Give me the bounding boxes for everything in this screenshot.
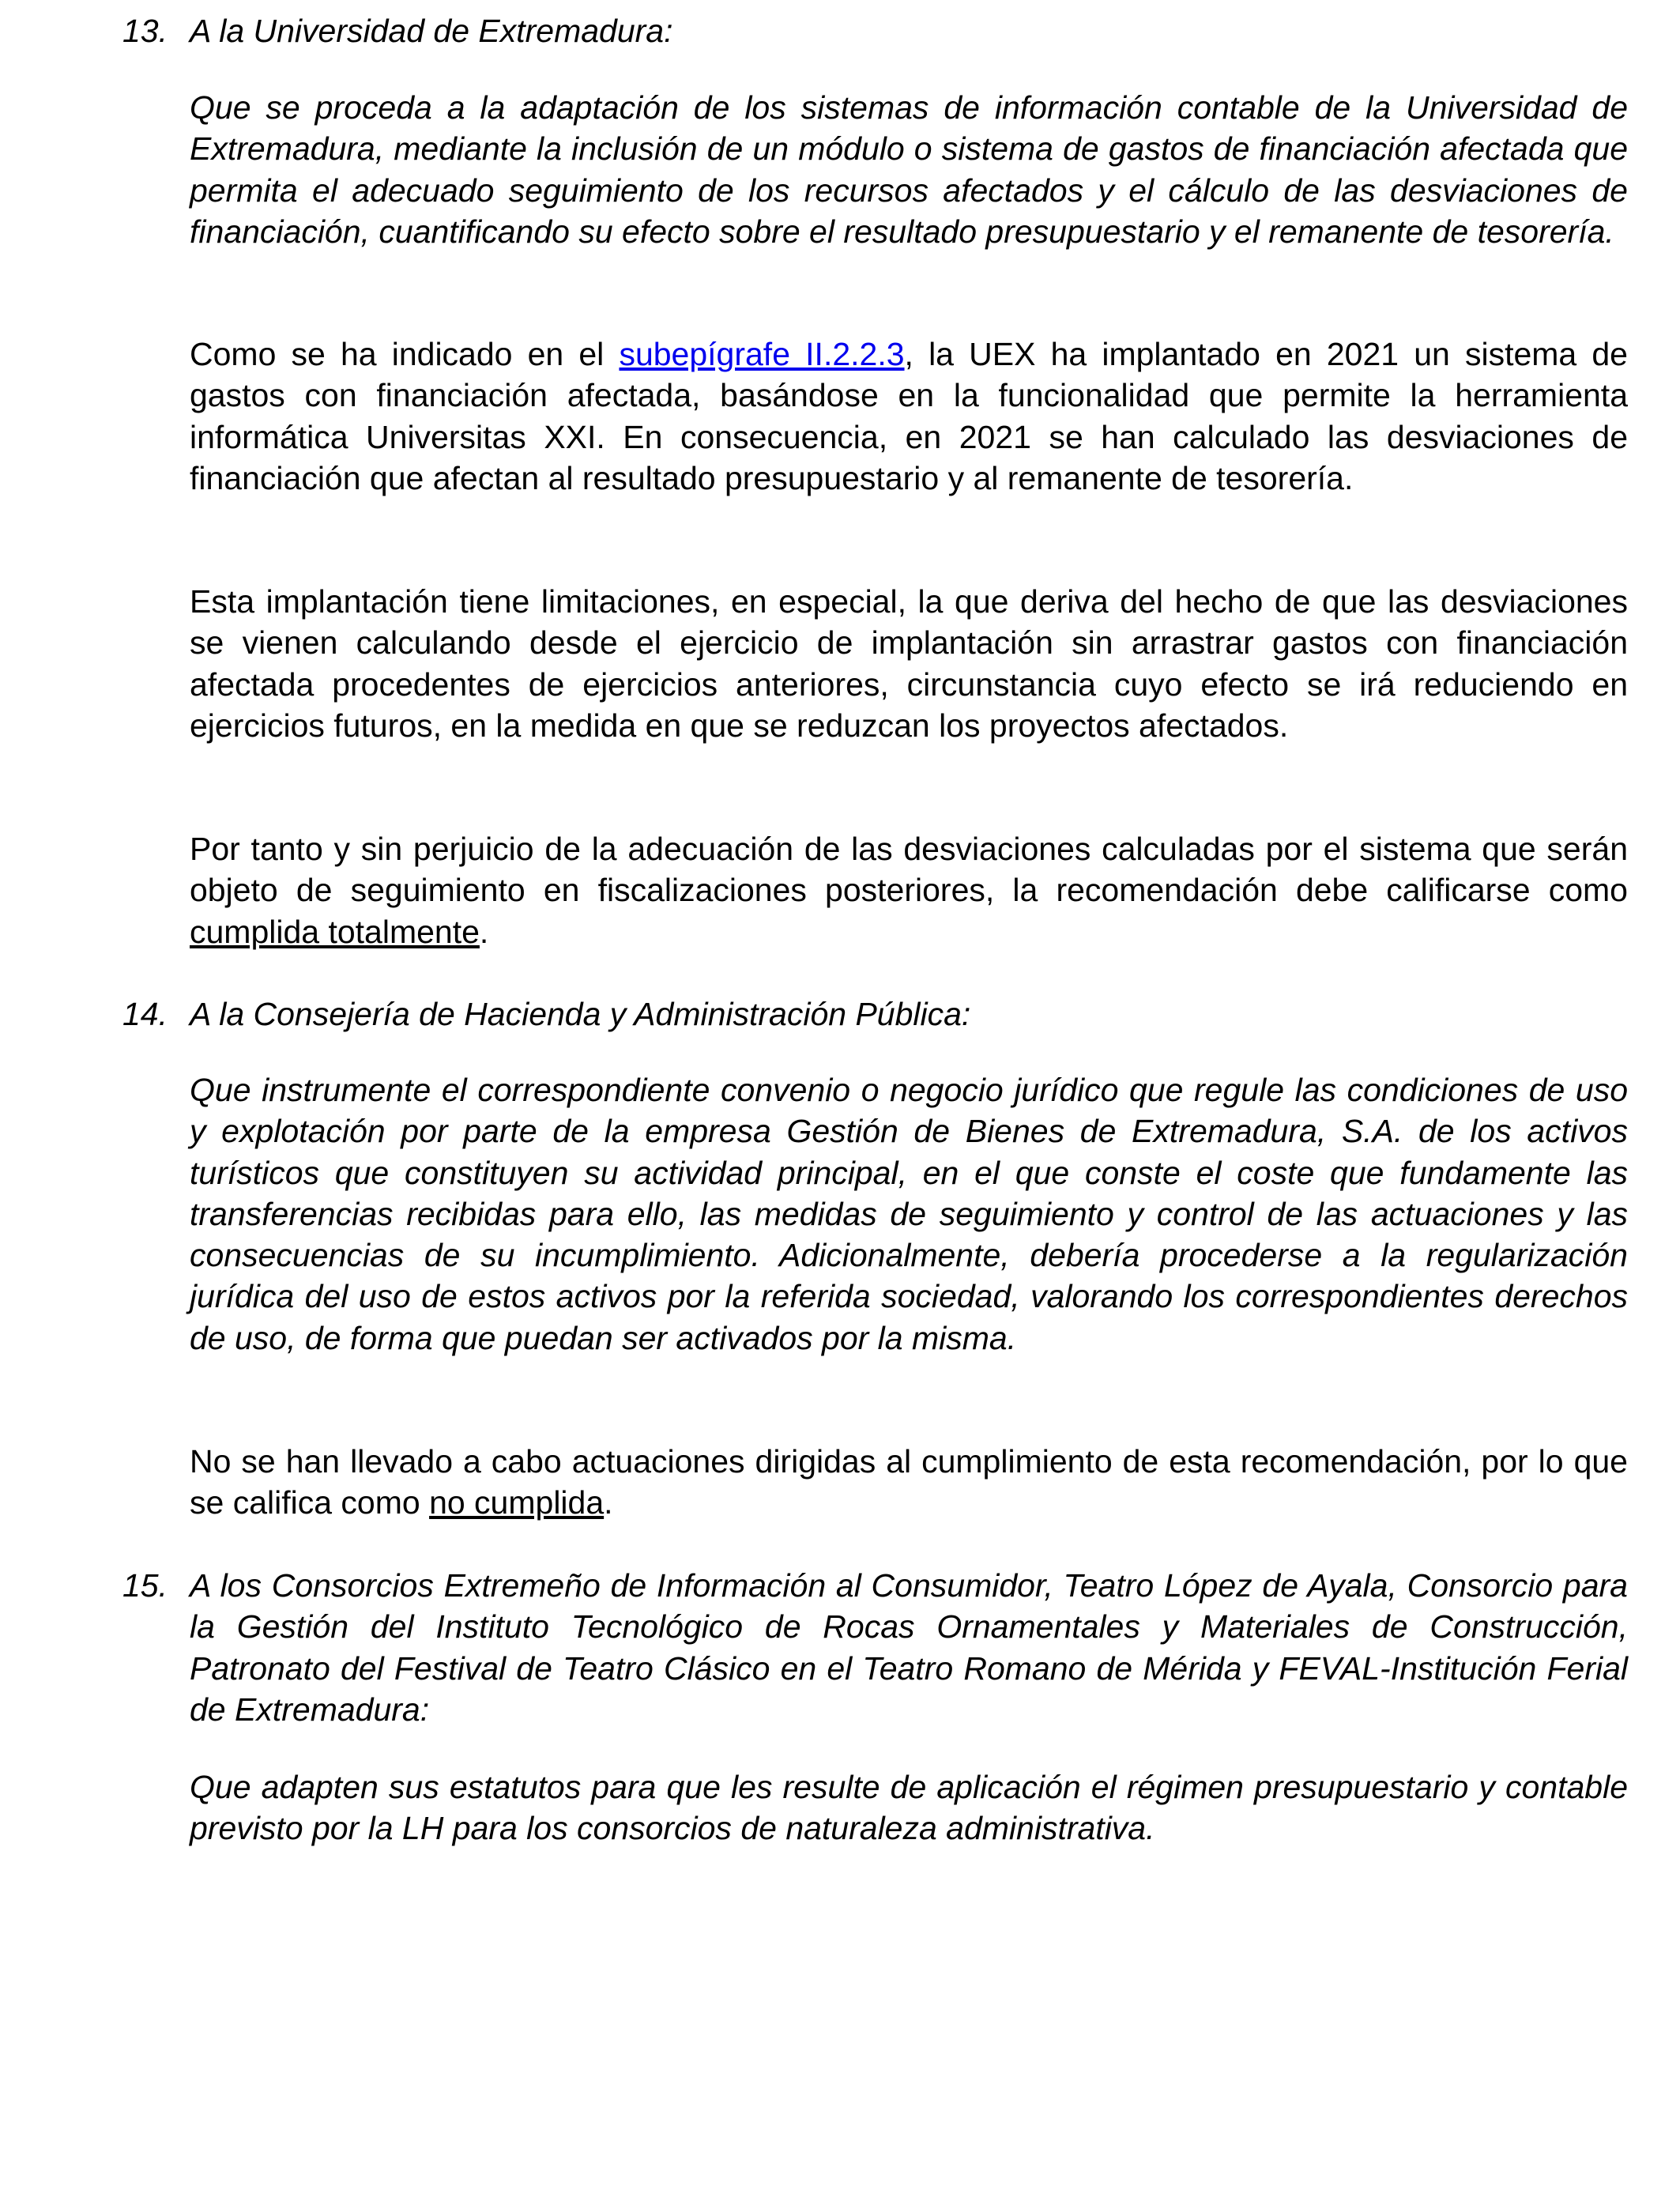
status-no-cumplida: no cumplida xyxy=(429,1484,605,1521)
text-segment: . xyxy=(479,913,489,950)
text-segment: . xyxy=(604,1484,613,1521)
item-heading: A los Consorcios Extremeño de Información al Consumidor, Teatro López de Ayala, Consorcio para la Gestión del Instituto Tecnológico de Rocas Ornamentales y Materiales de Construcción, Patronato del Festival de Teatro Clásico en el Teatro Romano de Mérida y FEVAL-Institución Ferial de Extremadura: xyxy=(190,1567,1628,1728)
limitations-paragraph: Esta implantación tiene limitaciones, en especial, la que deriva del hecho de que las desviaciones se vienen calculando desde el ejercicio de implantación sin arrastrar gastos con financiación afectada procedentes de ejercicios anteriores, circunstancia cuyo efecto se irá reduciendo en ejercicios futuros, en la medida en que se reduzcan los proyectos afectados. xyxy=(190,583,1628,744)
text-segment: No se han llevado a cabo actuaciones dirigidas al cumplimiento de esta recomendación, por lo que se califica como xyxy=(190,1443,1628,1521)
assessment-paragraph xyxy=(190,334,1628,499)
item-number: 13. xyxy=(122,13,168,49)
conclusion-paragraph xyxy=(190,828,1628,952)
item-heading: A la Universidad de Extremadura: xyxy=(190,13,673,49)
text-segment: , la UEX ha implantado en 2021 un sistema de gastos con financiación afectada, basándose en la funcionalidad que permite la herramienta informática Universitas XXI. En consecuencia, en 2021 se han calculado las desviaciones de financiación que afectan al resultado presupuestario y al remanente de tesorería. xyxy=(190,336,1628,496)
item-number: 14. xyxy=(122,996,168,1032)
text-segment: Como se ha indicado en el xyxy=(190,336,620,372)
recommendation-text: Que instrumente el correspondiente convenio o negocio jurídico que regule las condiciones de uso y explotación por parte de la empresa Gestión de Bienes de Extremadura, S.A. de los activos turísticos que constituyen su actividad principal, en el que conste el coste que fundamente las transferencias recibidas para ello, las medidas de seguimiento y control de las actuaciones y las consecuencias de su incumplimiento. Adicionalmente, debería procederse a la regularización jurídica del uso de estos activos por la referida sociedad, valorando los correspondientes derechos de uso, de forma que puedan ser activados por la misma. xyxy=(190,1072,1628,1356)
recommendation-text: Que adapten sus estatutos para que les resulte de aplicación el régimen presupuestario y contable previsto por la LH para los consorcios de naturaleza administrativa. xyxy=(190,1769,1628,1847)
subepigrafe-link[interactable]: subepígrafe II.2.2.3 xyxy=(619,336,905,372)
status-cumplida-totalmente: cumplida totalmente xyxy=(190,913,480,950)
item-heading: A la Consejería de Hacienda y Administración Pública: xyxy=(190,996,971,1032)
item-number: 15. xyxy=(122,1567,168,1604)
recommendation-text: Que se proceda a la adaptación de los sistemas de información contable de la Universidad de Extremadura, mediante la inclusión de un módulo o sistema de gastos de financiación afectada que permita el adecuado seguimiento de los recursos afectados y el cálculo de las desviaciones de financiación, cuantificando su efecto sobre el resultado presupuestario y el remanente de tesorería. xyxy=(190,89,1628,250)
text-segment: Por tanto y sin perjuicio de la adecuación de las desviaciones calculadas por el sistema que serán objeto de seguimiento en fiscalizaciones posteriores, la recomendación debe calificarse como xyxy=(190,831,1628,909)
assessment-paragraph xyxy=(190,1441,1628,1524)
